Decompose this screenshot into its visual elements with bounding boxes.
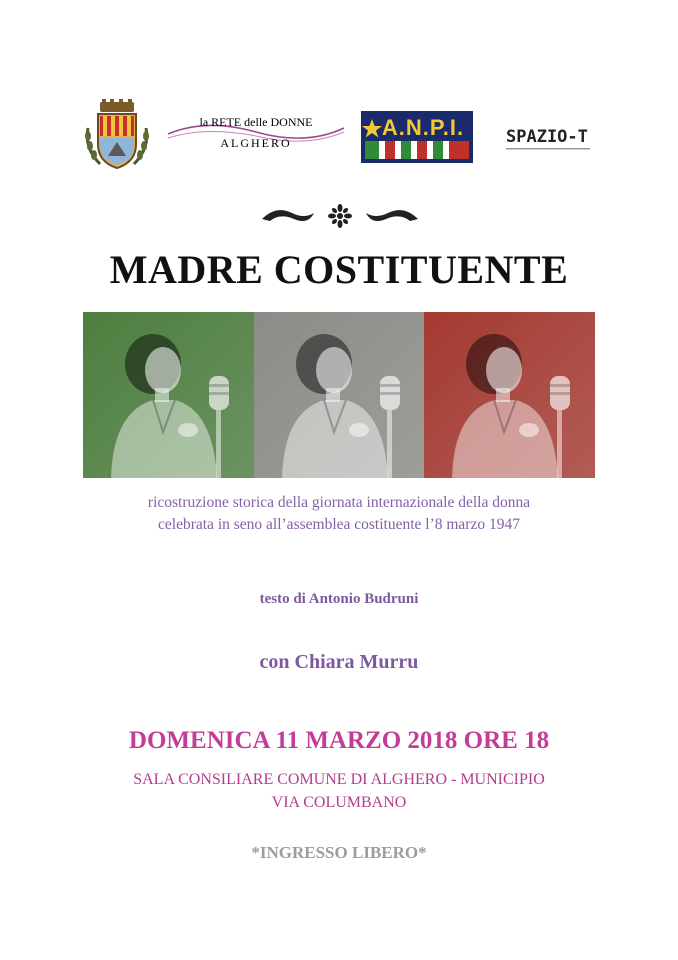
anpi-logo-text: A.N.P.I. [381, 115, 465, 140]
venue-line-1: SALA CONSILIARE COMUNE DI ALGHERO - MUNICIPIO [133, 771, 545, 788]
subtitle [0, 492, 678, 536]
event-date: DOMENICA 11 MARZO 2018 ORE 18 [128, 727, 550, 754]
event-venue [0, 768, 678, 814]
anpi-logo [361, 111, 473, 163]
spazio-t-logo [504, 120, 594, 156]
photo-panel-white [254, 312, 425, 478]
tricolor-photo [83, 312, 595, 478]
decorative-ornament [258, 203, 422, 229]
author-credit: testo di Antonio Budruni [259, 591, 419, 607]
subtitle-line-2: celebrata in seno all’assemblea costituente l’8 marzo 1947 [158, 516, 520, 533]
spazio-logo-text: SPAZIO-T [506, 127, 588, 147]
photo-panel-green [83, 312, 254, 478]
page-title: MADRE COSTITUENTE [109, 247, 569, 292]
subtitle-line-1: ricostruzione storica della giornata internazionale della donna [147, 494, 531, 511]
photo-panel-red [424, 312, 595, 478]
rete-logo-text: la RETE delle DONNE [199, 115, 313, 129]
rete-logo-subtext: ALGHERO [220, 136, 292, 150]
coat-of-arms-logo [82, 98, 152, 172]
performer-credit: con Chiara Murru [259, 651, 419, 673]
free-entry-note: *INGRESSO LIBERO* [251, 843, 427, 862]
venue-line-2: VIA COLUMBANO [271, 794, 407, 811]
rete-delle-donne-logo [166, 112, 346, 152]
